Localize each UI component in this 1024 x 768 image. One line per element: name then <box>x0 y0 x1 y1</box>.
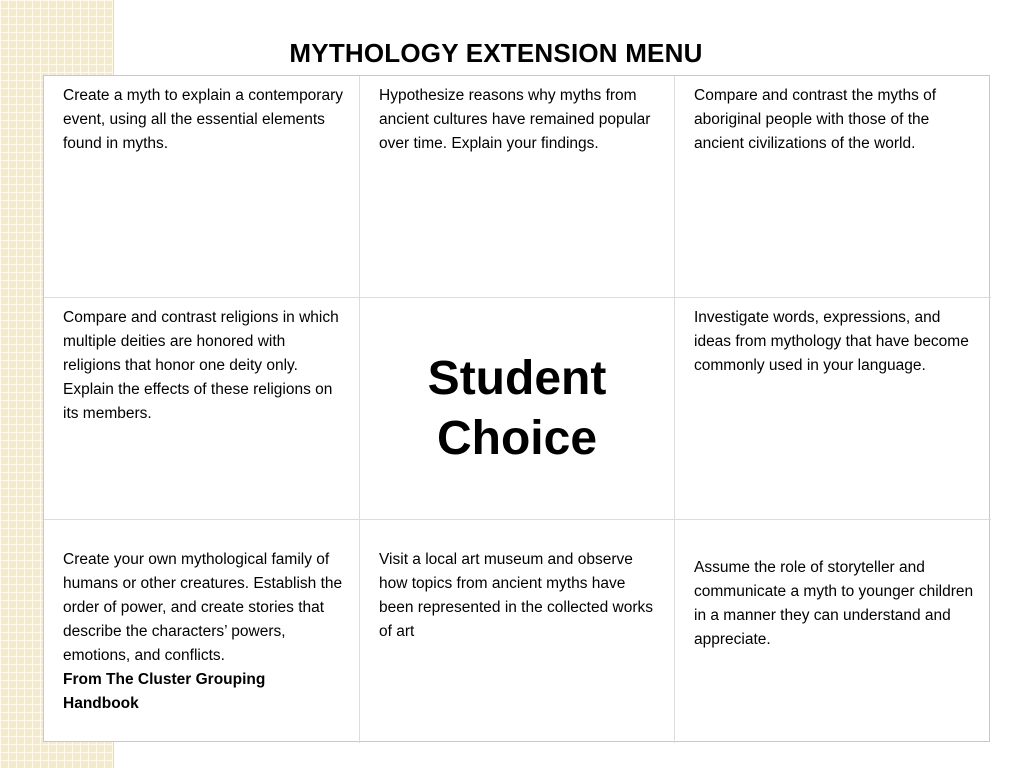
menu-cell-text: Assume the role of storyteller and communicate a myth to younger children in a manner they can understand and appreciate. <box>694 559 974 648</box>
menu-cell-student-choice <box>360 298 675 520</box>
source-note: From The Cluster Grouping Handbook <box>63 671 266 712</box>
menu-cell-text: Create your own mythological family of humans or other creatures. Establish the order of power, and create stories that describe the characters’ powers, emotions, and conflicts. <box>63 551 343 664</box>
menu-cell-words-expressions <box>675 298 991 520</box>
menu-cell-hypothesize <box>360 76 675 298</box>
menu-cell-create-myth <box>44 76 360 298</box>
extension-menu-table <box>43 75 990 742</box>
menu-cell-text: Create a myth to explain a contemporary event, using all the essential elements found in myths. <box>63 87 343 152</box>
menu-cell-text: Compare and contrast religions in which multiple deities are honored with religions that honor one deity only. Explain the effects of these religions on its members. <box>63 309 339 422</box>
menu-cell-storyteller <box>675 520 991 743</box>
page-title: MYTHOLOGY EXTENSION MENU <box>289 38 703 68</box>
menu-cell-mythological-family <box>44 520 360 743</box>
menu-cell-art-museum <box>360 520 675 743</box>
student-choice-label: Student Choice <box>427 351 607 465</box>
menu-cell-text: Visit a local art museum and observe how topics from ancient myths have been represented in the collected works of art <box>379 551 653 640</box>
menu-cell-text: Investigate words, expressions, and ideas from mythology that have become commonly used in your language. <box>694 309 969 374</box>
menu-cell-aboriginal-myths <box>675 76 991 298</box>
menu-cell-text: Compare and contrast the myths of aboriginal people with those of the ancient civilizations of the world. <box>694 87 937 152</box>
menu-cell-text: Hypothesize reasons why myths from ancient cultures have remained popular over time. Explain your findings. <box>379 87 651 152</box>
menu-cell-religions <box>44 298 360 520</box>
